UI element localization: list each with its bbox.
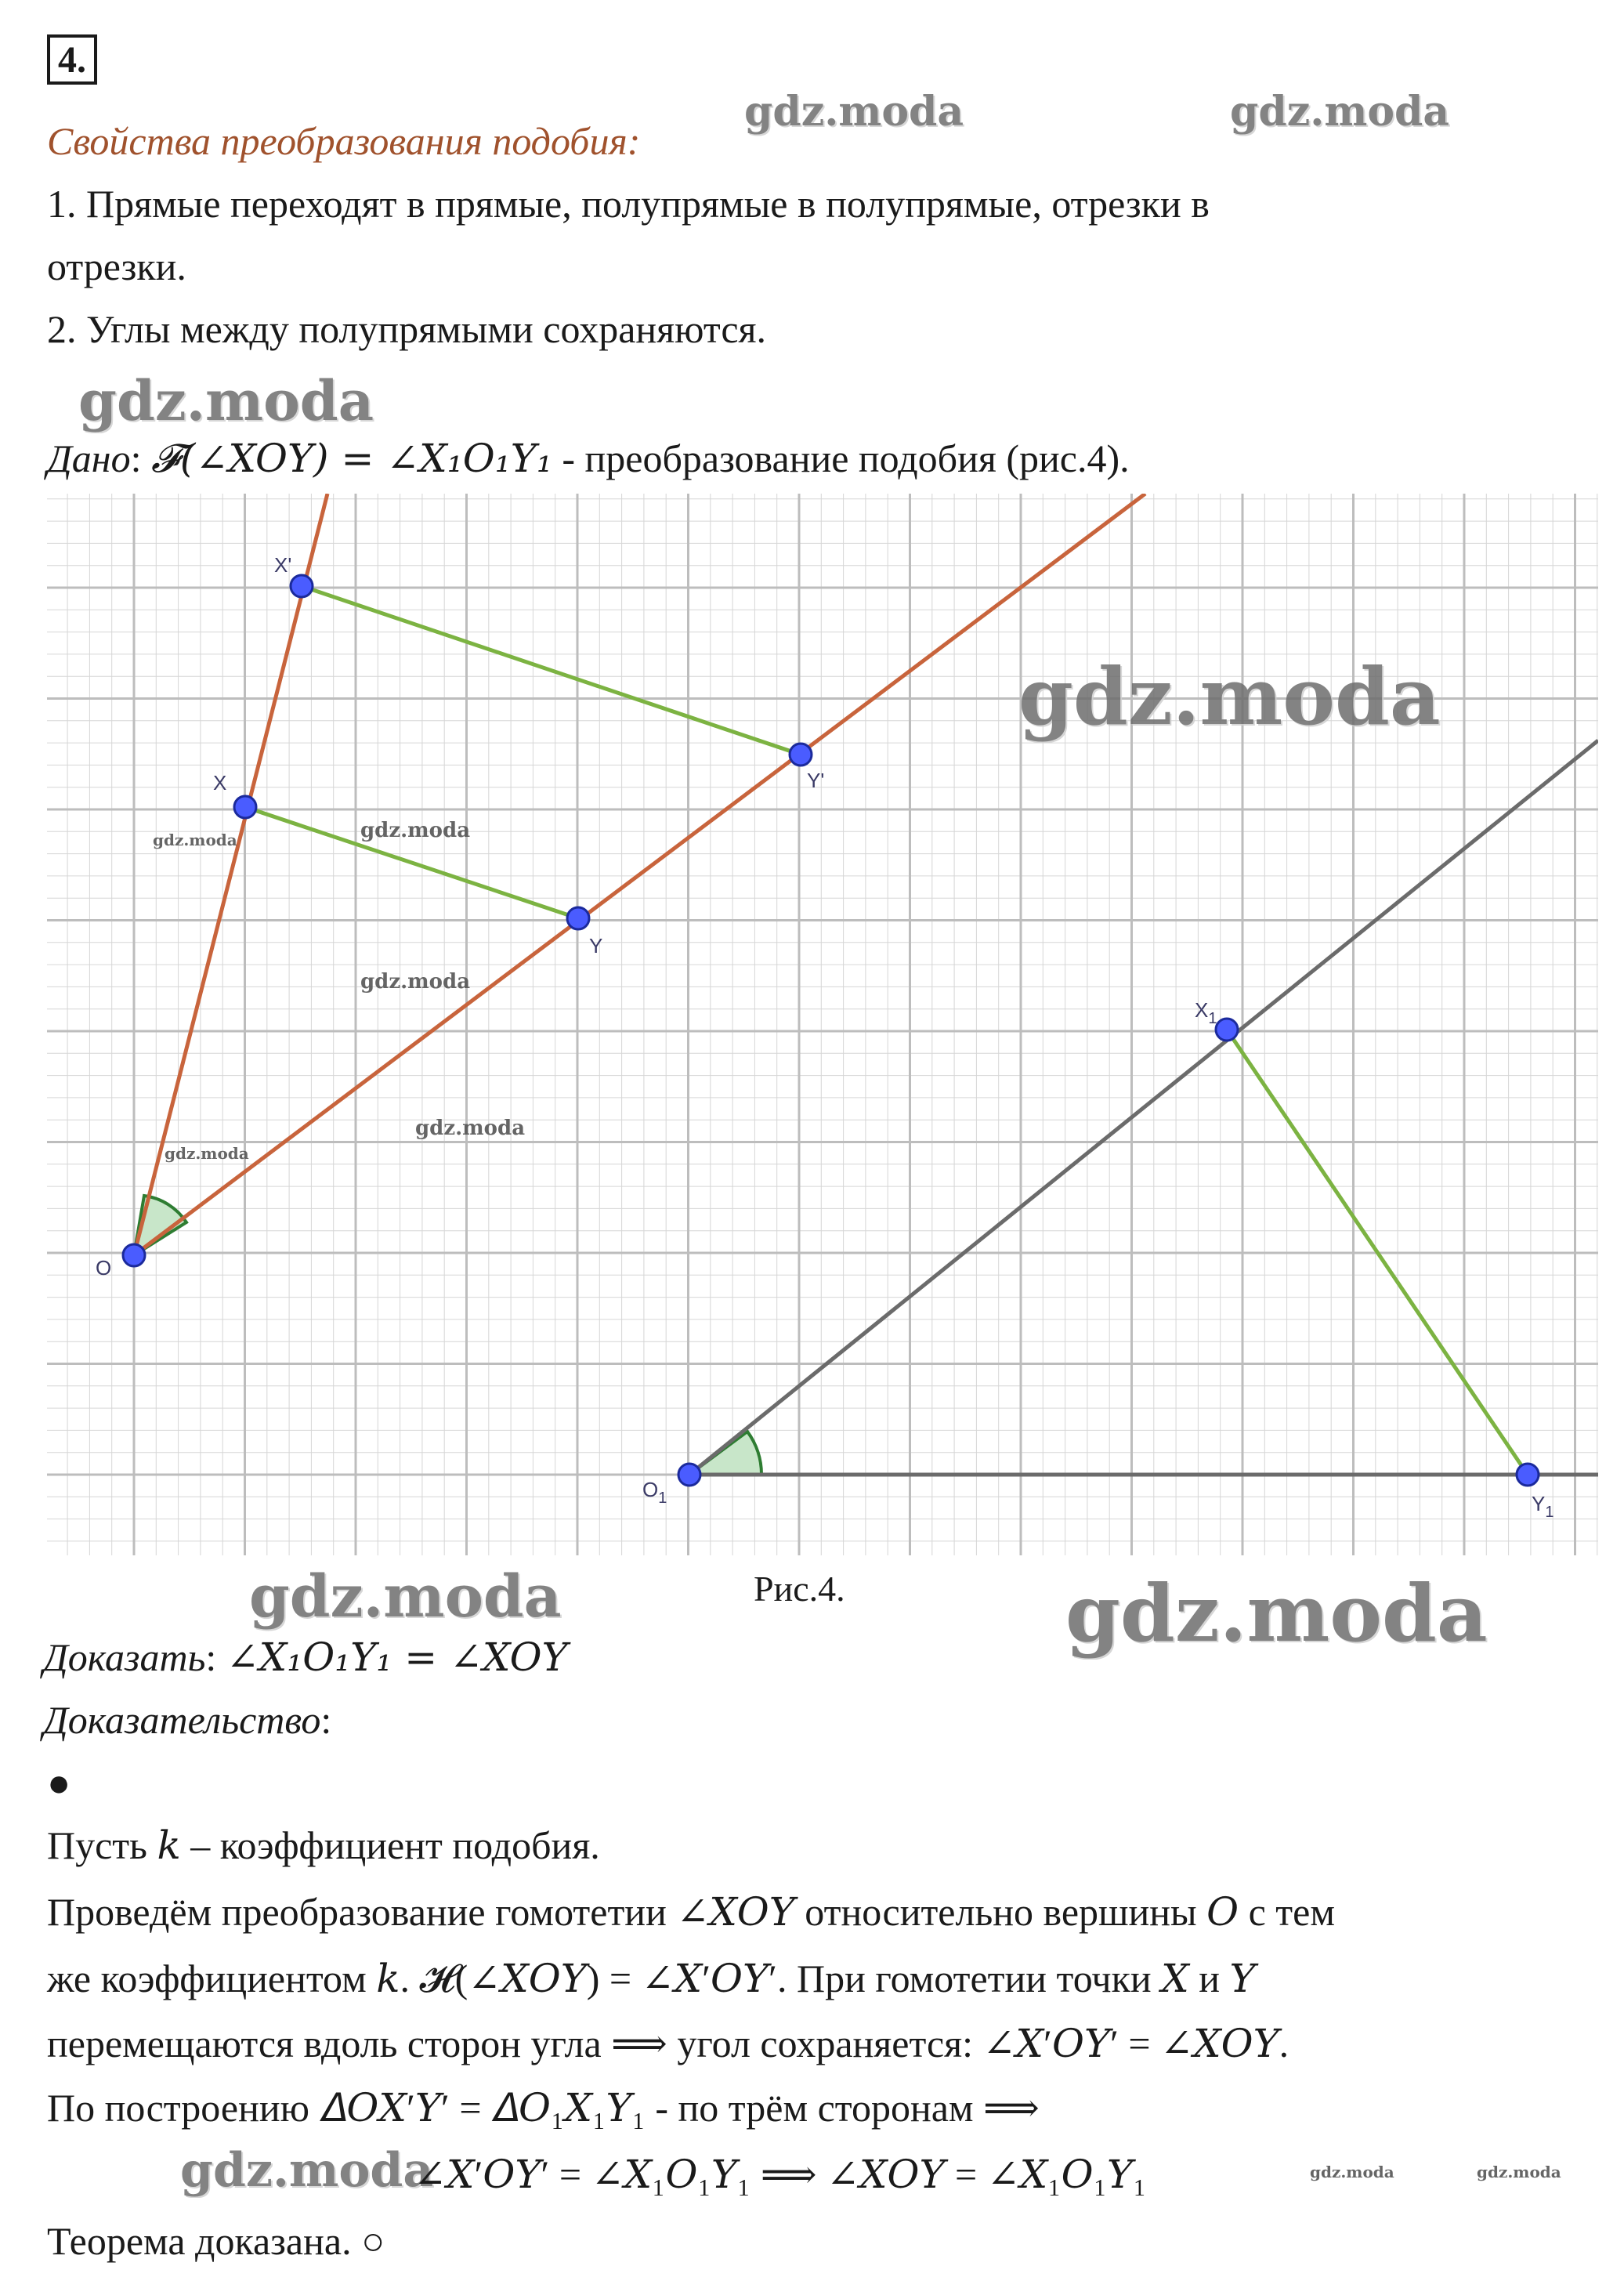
task-number: 4. [47,34,97,85]
property-2: 2. Углы между полупрямыми сохраняются. [47,307,767,351]
proof-line-6: ∠𝑋′𝑂𝑌′ = ∠𝑋₁𝑂₁𝑌₁ ⟹ ∠𝑋𝑂𝑌 = ∠𝑋₁𝑂₁𝑌₁ [414,2152,1147,2196]
segment-x-prime-y-prime [302,586,801,755]
watermark: gdz.moda [153,831,237,849]
label-y1-subscript: 1 [1545,1504,1554,1521]
label-o1 [642,1478,667,1507]
watermark: gdz.moda [1230,88,1450,136]
proof-label: Доказательство [43,1698,321,1742]
prove-line [43,1634,568,1681]
watermark: gdz.moda [744,88,964,136]
point-o1 [678,1464,700,1486]
given-label: Дано [47,436,131,480]
proof-line-1: Пусть 𝑘 – коэффициент подобия. [47,1823,600,1867]
watermark: gdz.moda [180,2143,434,2198]
proof-line-4: перемещаются вдоль сторон угла ⟹ угол сохраняется: ∠𝑋′𝑂𝑌′ = ∠𝑋𝑂𝑌. [47,2022,1289,2065]
watermark: gdz.moda [1477,2163,1561,2181]
label-y: Y [589,934,603,957]
prove-colon: : [205,1635,226,1679]
watermark: gdz.moda [1310,2163,1394,2181]
label-x: X [213,771,227,795]
point-y-prime [790,744,812,766]
proof-colon: : [320,1698,332,1742]
label-x-prime: X' [274,553,292,577]
label-o1-subscript: 1 [658,1490,667,1507]
watermark: gdz.moda [360,819,471,842]
label-y1 [1532,1492,1553,1521]
point-o [123,1244,145,1266]
point-x1 [1216,1019,1238,1041]
proof-heading [43,1696,331,1743]
watermark: gdz.moda [78,368,374,433]
label-y1-letter: Y [1532,1492,1546,1515]
label-x1-letter: X [1195,998,1209,1022]
proof-line-2: Проведём преобразование гомотетии ∠𝑋𝑂𝑌 относительно вершины 𝑂 с тем [47,1890,1335,1934]
watermark: gdz.moda [1018,650,1441,743]
given-text: - преобразование подобия (рис.4). [552,436,1130,480]
point-x [234,796,256,818]
point-y1 [1517,1464,1539,1486]
point-y [567,907,589,929]
label-o: O [96,1256,112,1280]
watermark: gdz.moda [1065,1567,1488,1660]
proof-line-3: же коэффициентом 𝑘. 𝓗(∠𝑋𝑂𝑌) = ∠𝑋′𝑂𝑌′. При гомотетии точки 𝑋 и 𝑌 [47,1957,1256,2000]
property-1-line-1: 1. Прямые переходят в прямые, полупрямые в полупрямые, отрезки в [47,182,1210,226]
watermark: gdz.moda [249,1563,562,1631]
given-line [47,435,1130,482]
watermark: gdz.moda [165,1144,249,1163]
given-colon: : [130,436,152,480]
figure-caption: Рис.4. [754,1569,845,1609]
property-1-line-2: отрезки. [47,244,186,288]
proof-line-5: По построению 𝛥𝑂𝑋′𝑌′ = 𝛥𝑂₁𝑋₁𝑌₁ - по трём сторонам ⟹ [47,2086,1040,2130]
proof-bullet: ● [47,1761,71,1805]
properties-heading: Свойства преобразования подобия: [47,119,641,163]
label-y-prime: Y' [807,769,825,792]
given-formula: 𝓕(∠XOY) = ∠X₁O₁Y₁ [151,436,552,481]
watermark: gdz.moda [415,1117,526,1140]
label-o1-letter: O [642,1478,659,1501]
proof-conclusion: Теорема доказана. ○ [47,2219,385,2263]
label-x1-subscript: 1 [1208,1010,1217,1027]
point-x-prime [291,575,313,597]
prove-label: Доказать [43,1635,206,1679]
prove-formula: ∠X₁O₁Y₁ = ∠XOY [226,1634,568,1680]
watermark: gdz.moda [360,970,471,994]
